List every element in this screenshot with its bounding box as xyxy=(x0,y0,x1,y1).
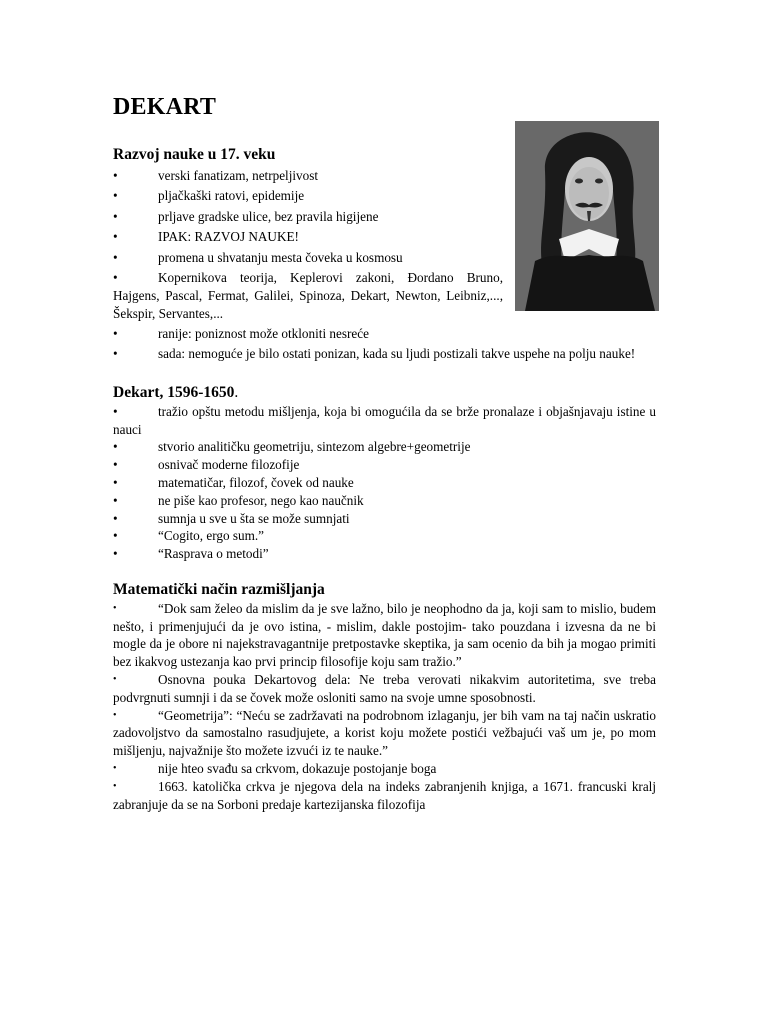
bullet-icon: • xyxy=(113,780,117,792)
page-title: DEKART xyxy=(113,94,217,120)
list-item: • ne piše kao profesor, nego kao naučnik xyxy=(113,492,364,508)
bullet-icon: • xyxy=(113,602,117,614)
bullet-icon: • xyxy=(113,457,118,473)
bullet-icon: • xyxy=(113,168,118,183)
list-item: • osnivač moderne filozofije xyxy=(113,457,300,473)
section-heading-razvoj: Razvoj nauke u 17. veku xyxy=(113,146,276,163)
list-item: • sumnja u sve u šta se može sumnjati xyxy=(113,510,350,526)
section2-list xyxy=(113,403,656,563)
bullet-icon: • xyxy=(113,674,117,686)
bullet-icon: • xyxy=(113,709,117,721)
bullet-icon: • xyxy=(113,249,118,265)
section1-list-continued xyxy=(113,325,656,363)
bullet-icon: • xyxy=(113,325,118,341)
list-item: • 1663. katolička crkva je njegova dela na indeks zabranjenih knjiga, a 1671. francuski kralj zabranjuje da se na Sorboni predaje kartezijanska filozofija xyxy=(113,778,656,812)
section-heading-matematicki: Matematički način razmišljanja xyxy=(113,580,325,598)
list-item: • verski fanatizam, netrpeljivost xyxy=(113,168,319,183)
list-item: • prljave gradske ulice, bez pravila higijene xyxy=(113,208,379,224)
bullet-icon: • xyxy=(113,188,118,204)
list-item: • stvorio analitičku geometriju, sintezom algebre+geometrije xyxy=(113,439,471,455)
bullet-icon: • xyxy=(113,763,117,775)
list-item: • promena u shvatanju mesta čoveka u kosmosu xyxy=(113,249,403,265)
list-item: • sada: nemoguće je bilo ostati ponizan, kada su ljudi postizali takve uspehe na polju nauke! xyxy=(113,346,636,362)
bullet-icon: • xyxy=(113,510,118,526)
bullet-icon: • xyxy=(113,439,118,455)
section-heading-dekart: Dekart, 1596-1650. xyxy=(113,383,239,401)
bullet-icon: • xyxy=(113,474,118,490)
list-item: • ranije: poniznost može otkloniti nesreće xyxy=(113,325,369,341)
section3-list xyxy=(113,600,656,814)
list-item: • Kopernikova teorija, Keplerovi zakoni, Đordano Bruno, Hajgens, Pascal, Fermat, Galilei, Spinoza, Dekart, Newton, Leibniz,..., Šekspir, Servantes,... xyxy=(113,269,503,321)
document-page xyxy=(113,92,656,813)
list-item: • nije hteo svađu sa crkvom, dokazuje postojanje boga xyxy=(113,761,437,777)
list-item: • “Dok sam želeo da mislim da je sve lažno, bilo je neophodno da ja, koji sam to mislio, budem nešto, i primenjujući da je ovo istina, - mislim, dakle postojim- tako pouzdana i izvesna da ne bi mogle da je obore ni najekstravagantnije pretpostavke skeptika, ja sam ocenio da bih ja mogao primiti bez ikakvog ustezanja kao prvi princip filosofije koju sam tražio.” xyxy=(113,600,656,670)
list-item: • matematičar, filozof, čovek od nauke xyxy=(113,474,354,490)
bullet-icon: • xyxy=(113,546,118,562)
bullet-icon: • xyxy=(113,269,118,285)
bullet-icon: • xyxy=(113,346,118,362)
section1-list xyxy=(113,167,503,322)
bullet-icon: • xyxy=(113,208,118,224)
list-item: • “Geometrija”: “Neću se zadržavati na podrobnom izlaganju, jer bih vam na taj način uskratio zadovoljstvo da samostalno rasudjujete, a korist koju možete postići vežbajući vaš um je, po mom mišljenju, najvažnije što možete izvući iz te nauke.” xyxy=(113,707,656,759)
list-item: • pljačkaški ratovi, epidemije xyxy=(113,188,305,204)
bullet-icon: • xyxy=(113,528,118,544)
bullet-icon: • xyxy=(113,492,118,508)
list-item: • “Rasprava o metodi” xyxy=(113,546,269,562)
bullet-icon: • xyxy=(113,403,118,419)
list-item: • IPAK: RAZVOJ NAUKE! xyxy=(113,229,299,245)
list-item: • Osnovna pouka Dekartovog dela: Ne treba verovati nikakvim autoritetima, sve treba podvrgnuti sumnji i da se čovek može osloniti samo na svoje umne sposobnosti. xyxy=(113,672,656,705)
bullet-icon: • xyxy=(113,229,118,245)
list-item: • tražio opštu metodu mišljenja, koja bi omogućila da se brže pronalaze i objašnjavaju istine u nauci xyxy=(113,403,656,437)
list-item: • “Cogito, ergo sum.” xyxy=(113,528,264,544)
